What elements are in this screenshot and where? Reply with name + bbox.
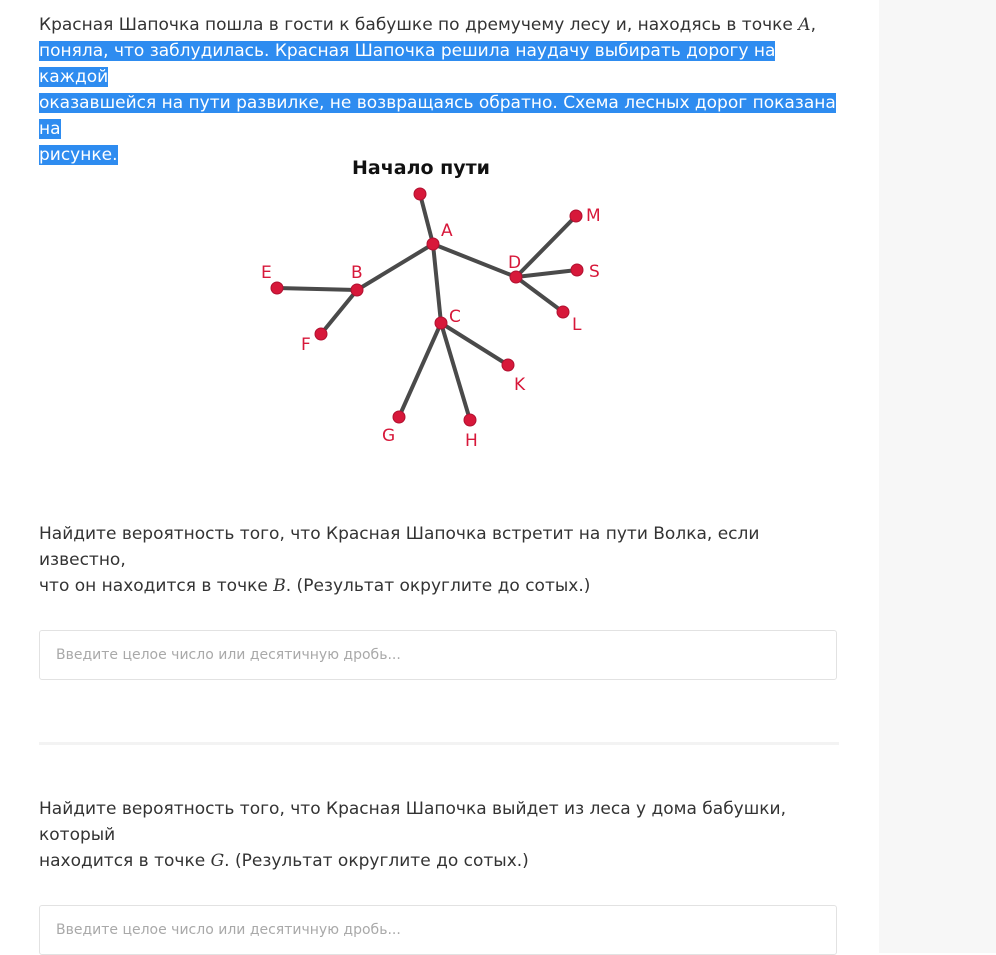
- node-e: [271, 282, 283, 294]
- forest-roads-diagram: [39, 140, 839, 460]
- edge-d-m: [516, 216, 576, 277]
- intro-point-a: A: [798, 15, 811, 35]
- question-2-point: G: [210, 851, 225, 871]
- question-1-suffix: . (Результат округлите до сотых.): [285, 576, 591, 596]
- node-l: [557, 306, 569, 318]
- node-c: [435, 317, 447, 329]
- label-h: H: [465, 431, 478, 451]
- label-d: D: [508, 253, 522, 273]
- label-l: L: [572, 315, 582, 335]
- diagram-title: Начало пути: [351, 157, 491, 179]
- node-h: [464, 414, 476, 426]
- label-c: C: [449, 307, 461, 327]
- node-start: [414, 188, 426, 200]
- answer-input-1[interactable]: [39, 630, 837, 680]
- intro-text: Красная Шапочка пошла в гости к бабушке по дремучему лесу и, находясь в точке: [39, 15, 799, 35]
- label-f: F: [301, 335, 311, 355]
- edge-a-d: [433, 244, 516, 277]
- highlighted-text-line-1[interactable]: поняла, что заблудилась. Красная Шапочка решила наудачу выбирать дорогу на каждой: [39, 41, 776, 87]
- label-e: E: [261, 263, 272, 283]
- edge-b-f: [321, 290, 357, 334]
- node-k: [502, 359, 514, 371]
- node-g: [393, 411, 405, 423]
- edge-a-b: [357, 244, 433, 290]
- label-m: M: [586, 206, 601, 226]
- edge-d-s: [516, 270, 577, 277]
- right-gutter: [879, 0, 996, 953]
- label-g: G: [382, 426, 396, 446]
- node-a: [427, 238, 439, 250]
- highlighted-text-line-3[interactable]: рисунке.: [39, 145, 118, 165]
- edge-d-l: [516, 277, 563, 312]
- edge-b-e: [277, 288, 357, 290]
- label-s: S: [589, 262, 600, 282]
- question-2-suffix: . (Результат округлите до сотых.): [224, 851, 529, 871]
- node-b: [351, 284, 363, 296]
- label-b: B: [351, 263, 363, 283]
- node-f: [315, 328, 327, 340]
- intro-comma: ,: [810, 15, 816, 35]
- label-k: K: [514, 375, 526, 395]
- question-1-line-1: Найдите вероятность того, что Красная Шапочка встретит на пути Волка, если известно,: [39, 524, 760, 570]
- question-2-line-1: Найдите вероятность того, что Красная Шапочка выйдет из леса у дома бабушки, который: [39, 799, 787, 845]
- answer-input-2[interactable]: [39, 905, 837, 955]
- edge-a-c: [433, 244, 441, 323]
- question-2: [39, 796, 839, 874]
- question-1-line-2: что он находится в точке: [39, 576, 274, 596]
- question-divider: [39, 742, 839, 745]
- node-s: [571, 264, 583, 276]
- node-m: [570, 210, 582, 222]
- edge-start-a: [420, 194, 433, 244]
- question-2-line-2: находится в точке: [39, 851, 211, 871]
- label-a: A: [441, 221, 453, 241]
- question-1: [39, 521, 839, 599]
- question-1-point: B: [273, 576, 286, 596]
- highlighted-text-line-2[interactable]: оказавшейся на пути развилке, не возвращаясь обратно. Схема лесных дорог показана на: [39, 93, 836, 139]
- edge-c-g: [399, 323, 441, 417]
